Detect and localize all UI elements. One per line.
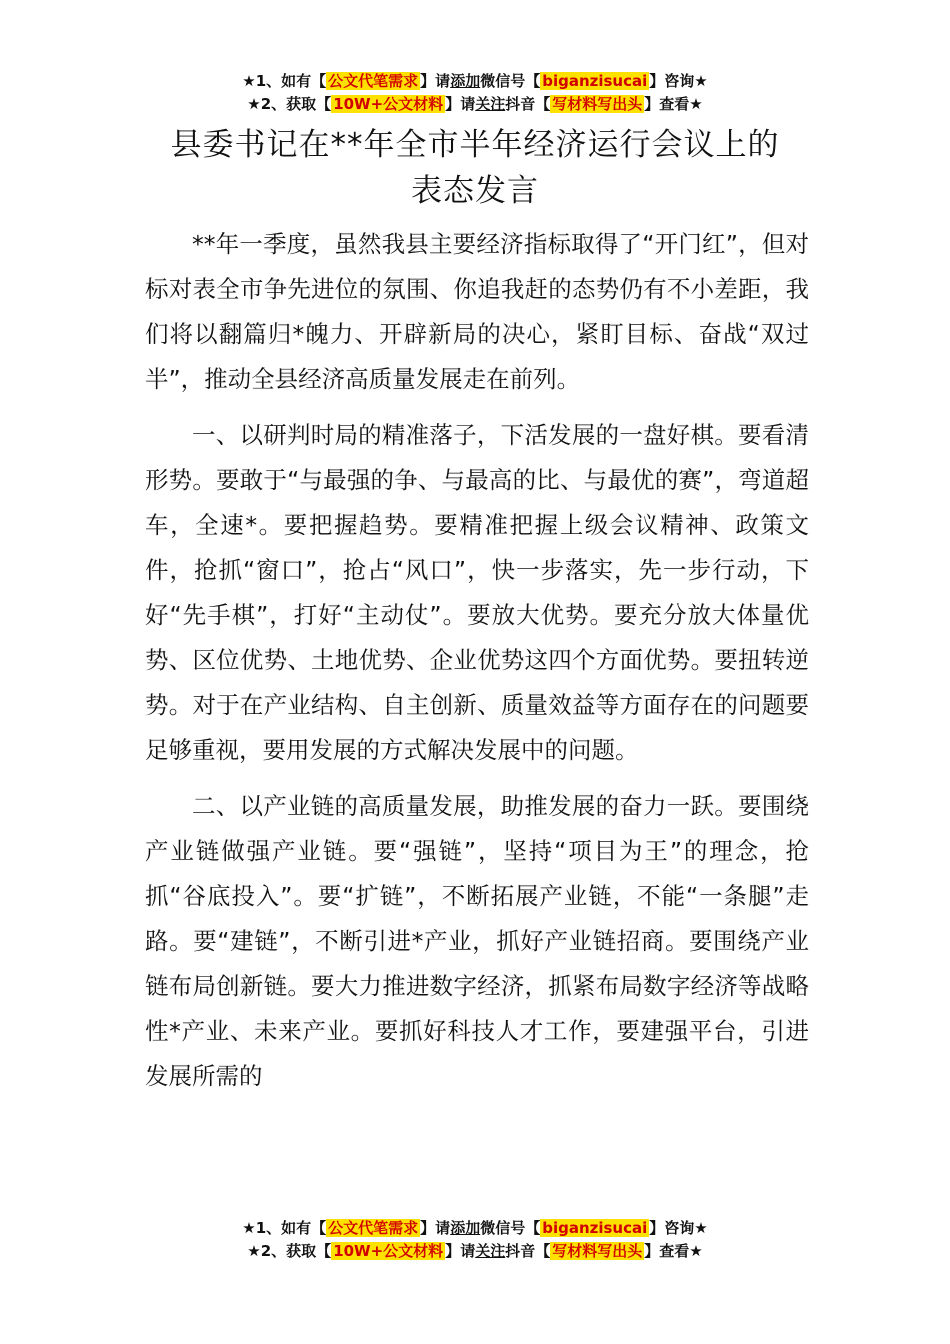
banner-text: ★1、如有【 (242, 1219, 327, 1237)
paragraph: 一、以研判时局的精准落子，下活发展的一盘好棋。要看清形势。要敢于“与最强的争、与最高的比、与最优的赛”，弯道超车，全速*。要把握趋势。要精准把握上级会议精神、政策文件，抢抓“窗口”，抢占“风口”，快一步落实，先一步行动，下好“先手棋”，打好“主动仗”。要放大优势。要充分放大体量优势、区位优势、土地优势、企业优势这四个方面优势。要扭转逆势。对于在产业结构、自主创新、质量效益等方面存在的问题要足够重视，要用发展的方式解决发展中的问题。 (145, 421, 809, 764)
banner-text: 微信号【 (480, 1219, 541, 1237)
footer-banner (0, 1217, 950, 1263)
banner-line-1 (0, 1217, 950, 1240)
banner-text: 抖音【 (505, 1242, 551, 1260)
banner-text: ★2、获取【 (247, 1242, 332, 1260)
paragraph: 二、以产业链的高质量发展，助推发展的奋力一跃。要围绕产业链做强产业链。要“强链”，坚持“项目为王”的理念，抢抓“谷底投入”。要“扩链”，不断拓展产业链，不能“一条腿”走路。要“建链”，不断引进*产业，抓好产业链招商。要围绕产业链布局创新链。要大力推进数字经济，抓紧布局数字经济等战略性*产业、未来产业。要抓好科技人才工作，要建强平台，引进发展所需的 (145, 792, 809, 1090)
banner-line-2 (0, 93, 950, 116)
banner-underline: 添加 (450, 1219, 481, 1237)
title-line-1: 县委书记在**年全市半年经济运行会议上的 (170, 127, 780, 163)
banner-text: ★2、获取【 (247, 95, 332, 113)
banner-text: 抖音【 (505, 95, 551, 113)
banner-text: 】请 (420, 1219, 451, 1237)
paragraph: **年一季度，虽然我县主要经济指标取得了“开门红”，但对标对表全市争先进位的氛围、你追我赶的态势仍有不小差距，我们将以翻篇归*魄力、开辟新局的决心，紧盯目标、奋战“双过半”，推动全县经济高质量发展走在前列。 (145, 230, 809, 393)
banner-underline: 关注 (475, 1242, 506, 1260)
title-line-2: 表态发言 (411, 173, 539, 209)
banner-highlight: 公文代笔需求 (328, 1219, 419, 1237)
header-banner (0, 70, 950, 116)
banner-highlight: 写材料写出头 (552, 95, 643, 113)
banner-text: 】请 (445, 1242, 476, 1260)
banner-text: 微信号【 (480, 72, 541, 90)
banner-text: 】咨询★ (649, 1219, 708, 1237)
banner-text: 】查看★ (644, 1242, 703, 1260)
banner-underline: 添加 (450, 72, 481, 90)
banner-line-2 (0, 1240, 950, 1263)
banner-text: 】请 (445, 95, 476, 113)
banner-underline: 关注 (475, 95, 506, 113)
banner-highlight: 写材料写出头 (552, 1242, 643, 1260)
document-title (100, 122, 850, 214)
banner-highlight: 10W+公文材料 (333, 1242, 444, 1260)
banner-highlight: 10W+公文材料 (333, 95, 444, 113)
banner-highlight: biganzisucai (542, 72, 648, 90)
banner-text: ★1、如有【 (242, 72, 327, 90)
banner-highlight: 公文代笔需求 (328, 72, 419, 90)
banner-line-1 (0, 70, 950, 93)
document-body (145, 222, 809, 1110)
banner-text: 】咨询★ (649, 72, 708, 90)
banner-text: 】请 (420, 72, 451, 90)
banner-text: 】查看★ (644, 95, 703, 113)
banner-highlight: biganzisucai (542, 1219, 648, 1237)
